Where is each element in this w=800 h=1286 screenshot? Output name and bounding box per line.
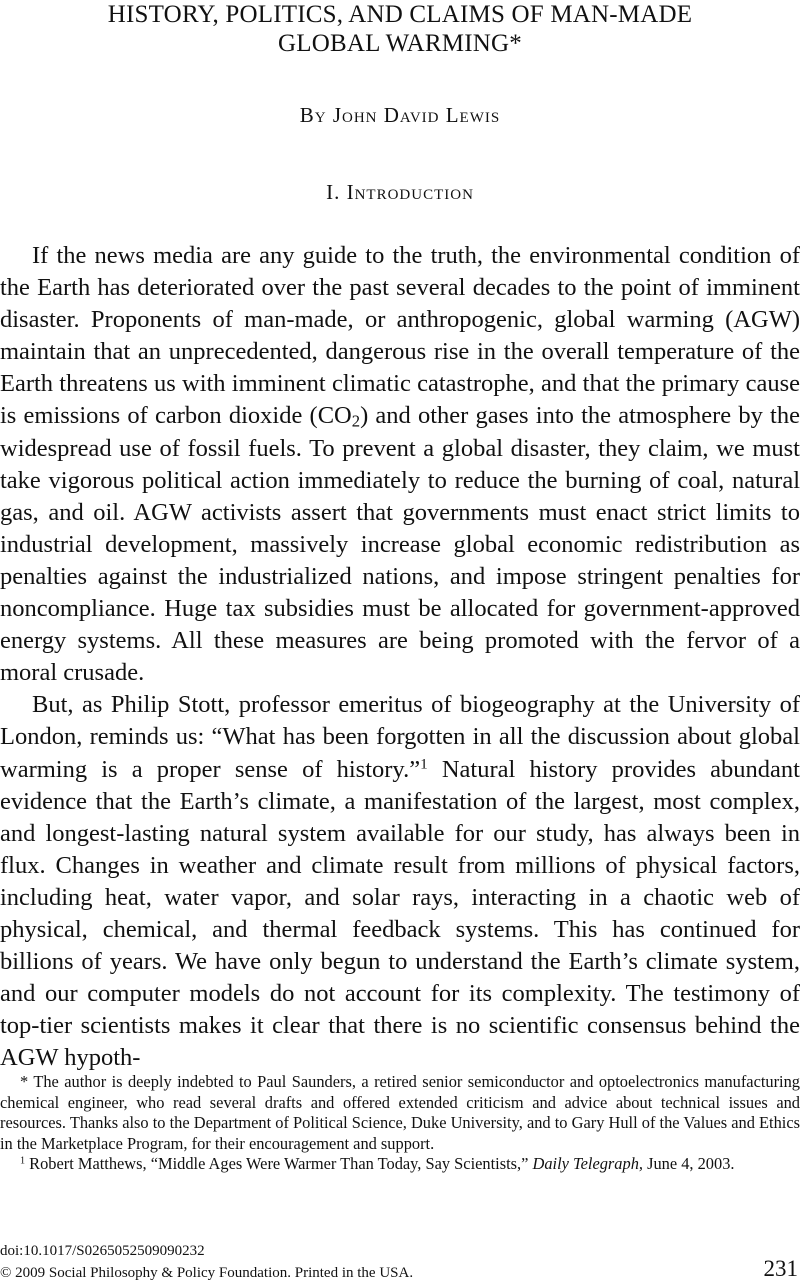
footnote-1-text-b: June 4, 2003. <box>642 1154 735 1174</box>
paragraph-2 <box>0 689 800 1074</box>
title-line-2-text: GLOBAL WARMING <box>278 30 510 57</box>
paragraph-1-part-a: If the news media are any guide to the truth, the environmental condition of the Earth has deteriorated over the past several decades to the point of imminent disaster. Proponents of man-made, or anthropogenic, global warming (AGW) maintain that an unprecedented, dangerous rise in the overall temperature of the Earth threatens us with imminent climatic catastrophe, and that the primary cause is emissions of carbon dioxide (CO <box>0 242 800 430</box>
paragraph-2-part-a: But, as Philip Stott, professor emeritus of biogeography at the University of London, reminds us: “What has been forgotten in all the discussion about global warming is a proper sense of history.” <box>0 691 800 783</box>
footnote-1-source: Daily Telegraph, <box>532 1154 643 1174</box>
footnote-star <box>0 1072 800 1154</box>
article-title <box>0 0 800 58</box>
footnote-1 <box>0 1154 800 1175</box>
paragraph-1 <box>0 240 800 689</box>
author-byline: By John David Lewis <box>299 103 501 127</box>
doi-line[interactable]: doi:10.1017/S0265052509090232 <box>0 1243 205 1259</box>
title-footnote-mark[interactable]: * <box>509 30 522 57</box>
footnotes <box>0 1072 800 1175</box>
footnote-ref-1[interactable]: 1 <box>420 755 428 773</box>
footnote-star-mark: * <box>20 1072 29 1091</box>
title-line-2 <box>0 29 800 58</box>
body-text <box>0 240 800 1074</box>
paragraph-2-part-b: Natural history provides abundant evidence that the Earth’s climate, a manifestation of the largest, most complex, and longest-lasting natural system available for our study, has always been in flux. Changes in weather and climate result from millions of physical factors, including heat, water vapor, and solar rays, interacting in a chaotic web of physical, chemical, and thermal feedback systems. This has continued for billions of years. We have only begun to understand the Earth’s climate system, and our computer models do not account for its complexity. The testimony of top-tier scientists makes it clear that there is no scientific consensus behind the AGW hypoth- <box>0 755 800 1072</box>
footnote-1-mark: 1 <box>20 1155 26 1167</box>
co2-subscript: 2 <box>351 411 361 431</box>
section-heading: I. Introduction <box>326 180 474 204</box>
copyright-line: © 2009 Social Philosophy & Policy Foundation. Printed in the USA. <box>0 1265 414 1281</box>
paragraph-1-part-b: ) and other gases into the atmosphere by the widespread use of fossil fuels. To prevent a global disaster, they claim, we must take vigorous political action immediately to reduce the burning of coal, natural gas, and oil. AGW activists assert that governments must enact strict limits to industrial development, massively increase global economic redistribution as penalties against the industrialized nations, and impose stringent penalties for noncompliance. Huge tax subsidies must be allocated for government-approved energy systems. All these measures are being promoted with the fervor of a moral crusade. <box>0 402 800 687</box>
footnote-1-text-a: Robert Matthews, “Middle Ages Were Warmer Than Today, Say Scientists,” <box>25 1154 533 1174</box>
footnote-star-text: The author is deeply indebted to Paul Saunders, a retired senior semiconductor and optoelectronics manufacturing chemical engineer, who read several drafts and offered extended criticism and advice about technical issues and resources. Thanks also to the Department of Political Science, Duke University, and to Gary Hull of the Values and Ethics in the Marketplace Program, for their encouragement and support. <box>0 1072 800 1153</box>
page-number: 231 <box>763 1256 798 1281</box>
title-line-1: HISTORY, POLITICS, AND CLAIMS OF MAN-MADE <box>107 1 693 28</box>
